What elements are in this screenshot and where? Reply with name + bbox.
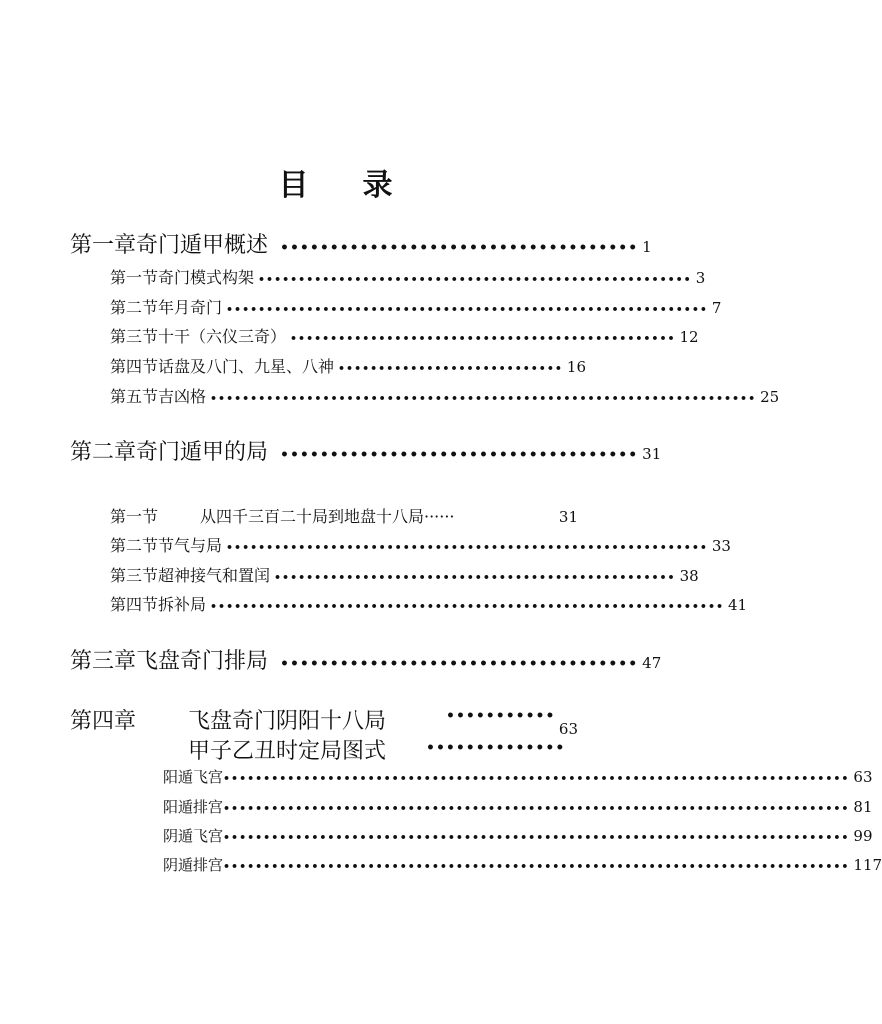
section-title: 节气与局: [158, 536, 223, 555]
page-number: 41: [728, 596, 748, 614]
section-title: 年月奇门: [158, 298, 223, 317]
page-number: 1: [642, 238, 652, 256]
chapter-title-line-1: 飞盘奇门阴阳十八局: [188, 709, 387, 734]
dot-leader: •••••••••••: [446, 708, 556, 724]
dot-leader: ••••••••••••••••••••••••••••••••••••••••••••••••••••••••••••••••••••••••••••••: [223, 802, 850, 815]
toc-chapter-1: [70, 228, 652, 259]
section-title: 话盘及八门、九星、八神: [158, 357, 335, 376]
toc-section: [110, 295, 722, 318]
toc-chapter-2: [70, 435, 662, 466]
section-label: 第三节: [110, 327, 159, 346]
dot-leader: ••••••••••••••••••••••••••••••••••••••••••••••••••••••••••••••••••••••••••••••: [223, 831, 850, 844]
toc-section: [110, 265, 706, 288]
subsection-title: 阳遁飞宫: [163, 768, 224, 786]
page-number: 33: [711, 537, 731, 555]
page-number: 12: [679, 328, 699, 346]
toc-subsection: [163, 854, 882, 875]
section-label: 第二节: [110, 298, 159, 317]
page-number: 63: [853, 768, 873, 786]
dot-leader: ••••••••••••••••••••••••••••: [338, 362, 563, 375]
subsection-title: 阴遁排宫: [163, 856, 224, 874]
dot-leader: ••••••••••••••••••••••••••••••••••••••••••••••••••••••••••••••••••••: [210, 392, 757, 405]
chapter-title: 飞盘奇门排局: [136, 649, 269, 674]
toc-subsection: [163, 766, 873, 787]
page-number: 99: [853, 827, 873, 845]
section-label: 第二节: [110, 536, 159, 555]
toc-section: [110, 324, 699, 347]
page-number: 63: [558, 720, 578, 738]
page-number: 31: [558, 508, 578, 526]
title-char-left: 目: [278, 168, 311, 203]
toc-section: [110, 563, 699, 586]
page-number: 81: [853, 798, 873, 816]
page-number: 47: [642, 654, 662, 672]
section-title: 从四千三百二十局到地盘十八局······: [200, 507, 455, 526]
subsection-title: 阴遁飞宫: [163, 827, 224, 845]
dot-leader: ••••••••••••••••••••••••••••••••••••••••••••••••••••••••••••: [226, 303, 708, 316]
chapter-title: 奇门遁甲概述: [136, 233, 269, 258]
toc-section: [110, 592, 748, 615]
toc-subsection: [163, 796, 873, 817]
toc-section: [110, 384, 780, 407]
section-label: 第四节: [110, 595, 159, 614]
toc-subsection: [163, 825, 873, 846]
section-title: 超神接气和置闰: [158, 566, 271, 585]
toc-section: [110, 354, 586, 377]
page-number: 7: [711, 299, 722, 317]
page-number: 25: [760, 388, 780, 406]
section-title: 奇门模式构架: [158, 268, 255, 287]
page-title: [0, 160, 673, 204]
dot-leader: ••••••••••••••••••••••••••••••••••••••••••••••••: [290, 332, 676, 345]
chapter-title: 奇门遁甲的局: [136, 440, 269, 465]
section-label: 第四节: [110, 357, 159, 376]
chapter-title-line-2: 甲子乙丑时定局图式: [188, 739, 387, 764]
dot-leader: ••••••••••••••: [426, 740, 566, 756]
section-label: 第五节: [110, 387, 159, 406]
page-number: 16: [566, 358, 586, 376]
section-label: 第一节: [110, 507, 159, 526]
chapter-label: 第四章: [70, 709, 137, 734]
section-label: 第一节: [110, 268, 159, 287]
section-title: 吉凶格: [158, 387, 207, 406]
toc-section: [110, 533, 731, 556]
page-number: 117: [853, 856, 882, 874]
dot-leader: ••••••••••••••••••••••••••••••••••••••••••••••••••••••••••••••••••••••••••••••: [223, 772, 850, 785]
section-title: 十干（六仪三奇）: [158, 327, 287, 346]
chapter-label: 第二章: [70, 440, 137, 465]
dot-leader: ••••••••••••••••••••••••••••••••••••••••••••••••••••••••••••••••: [210, 600, 724, 613]
chapter-label: 第一章: [70, 233, 137, 258]
dot-leader: ••••••••••••••••••••••••••••••••••••••••••••••••••••••: [258, 273, 692, 286]
toc-section: [110, 504, 578, 527]
dot-leader: ••••••••••••••••••••••••••••••••••••: [280, 240, 639, 256]
chapter-label: 第三章: [70, 649, 137, 674]
page-number: 38: [679, 567, 699, 585]
title-char-right: 录: [362, 168, 395, 203]
dot-leader: ••••••••••••••••••••••••••••••••••••••••••••••••••••••••••••: [226, 541, 708, 554]
page-number: 3: [695, 269, 706, 287]
dot-leader: ••••••••••••••••••••••••••••••••••••••••••••••••••••••••••••••••••••••••••••••: [223, 860, 850, 873]
page-number: 31: [642, 445, 662, 463]
subsection-title: 阳遁排宫: [163, 798, 224, 816]
dot-leader: ••••••••••••••••••••••••••••••••••••••••••••••••••: [274, 571, 676, 584]
dot-leader: ••••••••••••••••••••••••••••••••••••: [280, 656, 639, 672]
section-label: 第三节: [110, 566, 159, 585]
section-title: 拆补局: [158, 595, 207, 614]
dot-leader: ••••••••••••••••••••••••••••••••••••: [280, 447, 639, 463]
toc-chapter-3: [70, 644, 662, 675]
